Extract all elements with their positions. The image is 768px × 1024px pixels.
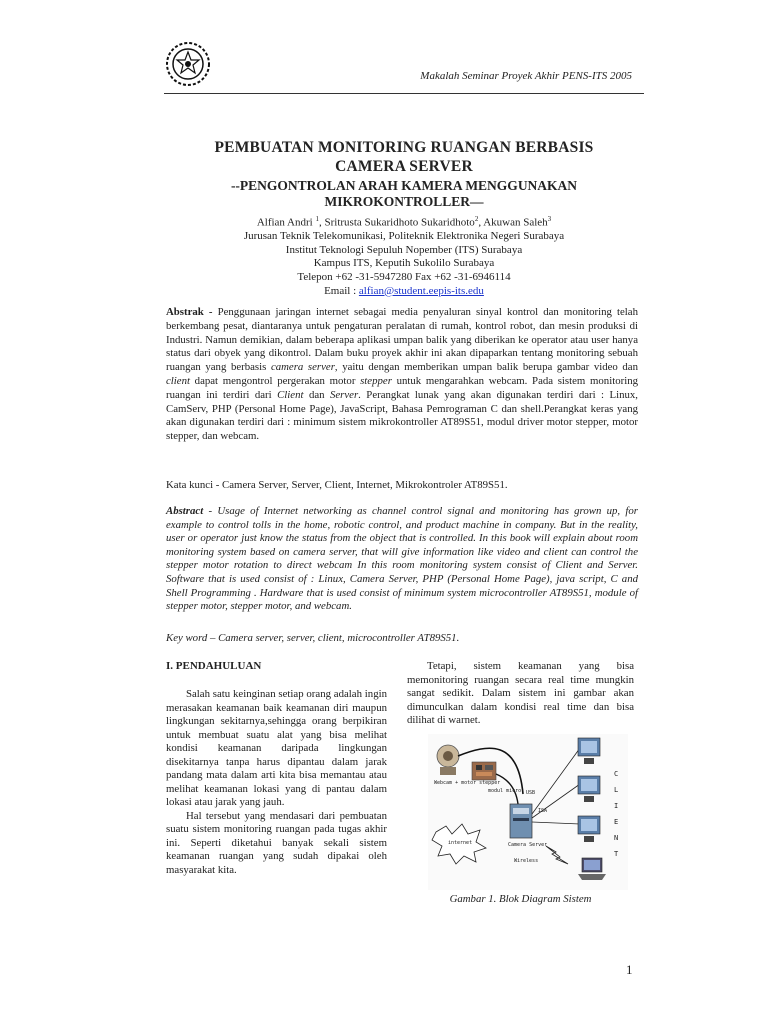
left-column: [166, 688, 387, 877]
wireless-label: Wireless: [514, 858, 539, 864]
paper-subtitle: --PENGONTROLAN ARAH KAMERA MENGGUNAKAN MIKROKONTROLLER—: [230, 178, 578, 209]
figure-caption: Gambar 1. Blok Diagram Sistem: [449, 893, 592, 905]
email-line: Email : alfian@student.eepis-its.edu: [324, 284, 484, 297]
affiliation-dept: Jurusan Teknik Telekomunikasi, Politeknik Elektronika Negeri Surabaya: [243, 230, 565, 243]
abstrak-indonesian: Abstrak - Penggunaan jaringan internet sebagai media penyaluran sinyal kontrol dan monitoring telah berkembang pesat, diantaranya untuk pengaturan peralatan di rumah, kontrol robot, dan mesin produksi di Industri. Namun demikian, dalam beberapa aplikasi umpan balik yang diberikan ke operator atau user hanya status dari obyek yang dikontrol. Dalam buku proyek akhir ini akan dipaparkan tentang monitoring sebuah ruangan yang berbasis camera server, yaitu dengan memberikan umpan balik berupa gambar video dan client dapat mengontrol pergerakan motor stepper untuk mengarahkan webcam. Pada sistem monitoring ruangan ini terdiri dari Client dan Server. Perangkat lunak yang akan digunakan terdiri dari : Linux, CamServ, PHP (Personal Home Page), JavaScript, Bahasa Pemrograman C dan shell.Perangkat keras yang akan digunakan terdiri dari : minimum sistem mikrokontroller AT89S51, modul driver motor stepper, motor stepper, dan webcam.: [166, 306, 638, 443]
client-letter: T: [614, 850, 619, 858]
its-logo: [164, 40, 212, 88]
paper-title: PEMBUATAN MONITORING RUANGAN BERBASIS CAMERA SERVER: [214, 139, 594, 175]
email-link[interactable]: alfian@student.eepis-its.edu: [358, 284, 484, 297]
header-rule: [164, 93, 644, 94]
kata-kunci: Kata kunci - Camera Server, Server, Client, Internet, Mikrokontroler AT89S51.: [166, 479, 508, 491]
usb-label: USB: [526, 790, 536, 796]
client-letter: N: [614, 834, 619, 842]
paragraph-1: Salah satu keinginan setiap orang adalah ingin merasakan keamanan baik keamanan diri maupun lingkungan sekitarnya,sehingga orang berpikiran untuk membuat suatu alat yang bisa melihat kondisi keamanan daripada lingkungan disekitarnya tanpa harus dipantau dalam jarak pandang mata dalam arti kita bisa memantau atau melihat keamanan lokasi yang di pantau dalam lokasi atau jarak yang jauh.: [166, 688, 387, 808]
internet-label: internet: [448, 840, 473, 846]
affiliation-inst: Institut Teknologi Sepuluh Nopember (ITS) Surabaya: [285, 243, 523, 256]
title-block: [164, 138, 644, 298]
camera-server-label: Camera Server: [508, 842, 548, 848]
header-text: Makalah Seminar Proyek Akhir PENS-ITS 2005: [420, 70, 632, 82]
affiliation-campus: Kampus ITS, Keputih Sukolilo Surabaya: [313, 257, 495, 270]
affiliation: [164, 213, 644, 298]
section-heading: I. PENDAHULUAN: [166, 660, 262, 672]
client-letter: I: [614, 802, 619, 810]
webcam-label: Webcam + motor stepper: [434, 780, 501, 786]
authors: Alfian Andri $^1$, Sritrusta Sukaridhoto Sukaridhoto$^2$, Akuwan Saleh$^3$: [256, 215, 552, 229]
client-letter: L: [614, 786, 619, 794]
microcontroller-icon: [472, 762, 496, 780]
modul-label: modul micro: [488, 788, 522, 794]
camera-server-icon: [510, 804, 532, 838]
isa-label: ISA: [538, 808, 548, 814]
block-diagram-figure: [428, 734, 628, 890]
client-letter: C: [614, 770, 619, 778]
page-number: 1: [626, 962, 633, 977]
phone-fax: Telepon +62 -31-5947280 Fax +62 -31-6946114: [297, 271, 511, 284]
abstract-english: Abstract - Usage of Internet networking as channel control signal and monitoring has grown up, for example to control tolls in the home, robotic control, and product machine in company. But in the reality, user or operator just know the status from the object that is controlled. In this book will explain about room monitoring system based on camera server, that will give information like video and client can control the stepper motor rotation to direct webcam In this room monitoring system consist of Client and Server. Software that is used consist of : Linux, Camera Server, PHP (Personal Home Page), java script, C and Shell Programming . Hardware that is used consist of minimum system microcontroller AT89S51, module of stepper motor, stepper motor, and webcam.: [166, 505, 638, 613]
paragraph-3: Tetapi, sistem keamanan yang bisa memonitoring ruangan secara real time mungkin sangat sedikit. Dalam sistem ini gambar akan dimunculkan dalam kondisi real time dan bisa dilihat di warnet.: [407, 660, 634, 726]
paragraph-2: Hal tersebut yang mendasari dari pembuatan suatu sistem monitoring ruangan pada tugas akhir ini. Seperti diketahui banyak sekali sistem keamanan ruangan yang sudah dipakai oleh masyarakat kita.: [166, 809, 387, 876]
webcam-icon: [437, 745, 459, 775]
client-letter: E: [614, 818, 619, 826]
key-word: Key word – Camera server, server, client, microcontroller AT89S51.: [166, 632, 460, 644]
client-laptop-icon: [578, 858, 606, 880]
right-column: [407, 660, 634, 728]
